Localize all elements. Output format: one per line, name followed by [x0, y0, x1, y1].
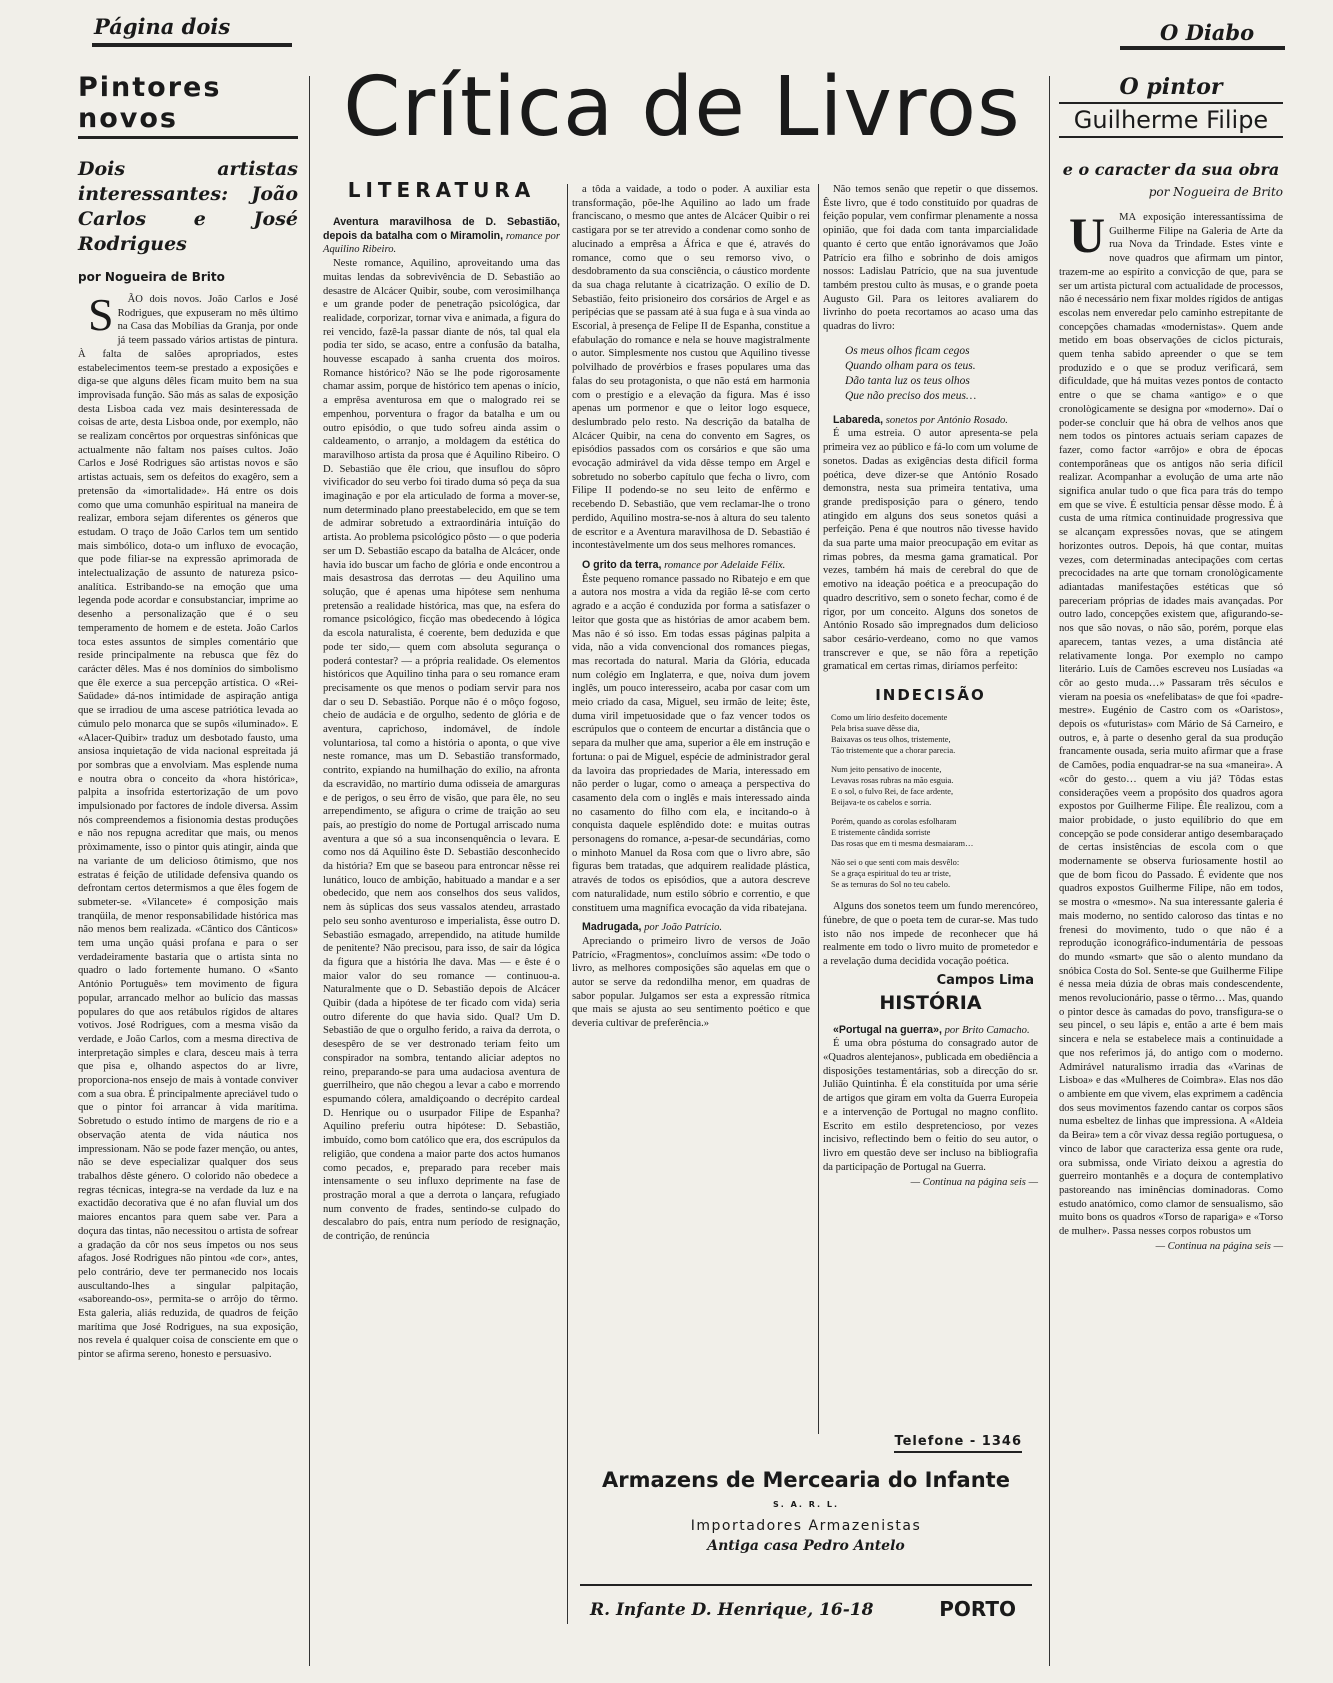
article-subtitle: Dois artistas interessantes: João Carlos e José Rodrigues — [78, 158, 298, 255]
ad-phone: Telefone - 1346 — [894, 1434, 1022, 1453]
review-text-labareda: É uma estreia. O autor apresenta-se pela primeira vez ao público e fá-lo com um volume de sonetos. Dadas as exigências desta difícil forma poética, deve dizer-se que António Rosado demonstra, nesta sua primeira tentativa, uma grande predisposição para o género, tendo atingido em alguns dos seus sonetos quási a perfeição. Pena é que noutros não tivesse havido da sua parte uma maior preocupação em evitar as rimas pobres, da mesma gama gramatical. Por vezes, também há mais de cerebral do que de emotivo na ideação poética e a preocupação do quadro descritivo, sem o soneto fechar, como é de rigor, por um conceito. Alguns dos sonetos de António Rosado são impregnados dum delicioso sabor cesário-verdeano, como no que vamos transcrever e que, se não fôra a repetição gramatical em certas rimas, diríamos perfeito: — [823, 428, 1038, 673]
review-column-3 — [823, 183, 1038, 1188]
quatrain: Os meus olhos ficam cegos Quando olham para os teus. Dão tanta luz os teus olhos Que não preciso dos meus… — [845, 344, 977, 402]
article-title: Pintores novos — [78, 72, 298, 139]
article-byline: por Nogueira de Brito — [78, 270, 225, 284]
ad-address: R. Infante D. Henrique, 16-18 — [590, 1600, 874, 1620]
book-heading-grito: O grito da terra, romance por Adelaide Félix. — [582, 558, 786, 571]
article-body: S ÃO dois novos. João Carlos e José Rodrigues, que expuseram no mês último na Casa das Mobílias da Granja, por onde já teem passado vários artistas de pintura. À falta de salões apropriados, estes estabelecimentos teem-se prestado a exposições e diga-se que alguns dêles ficam muito bem na sua improvisada função. São más as salas de exposição desta Lisboa cada vez mais desinteressada de coisas de arte, desta Lisboa onde, por exemplo, não se realizam concêrtos por orquestras sinfónicas que actualmente não faltam nos países cultos. João Carlos e José Rodrigues são artistas novos e são artistas actuais, sem os defeitos do exagêro, sem a pretensão da «imortalidade». Há entre os dois como que uma comunhão espiritual na maneira de realizar, embora sejam diferentes os géneros que estudam. O traço de João Carlos tem um sentido mais simbólico, dota-o um influxo de evocação, que pode filiar-se na expressão aprimorada de intelectualização de assunto de natureza psico-analítica. Estribando-se na emoção que uma legenda pode acordar e consubstanciar, imprime ao desenho a personalização que é o seu temperamento de homem e de esteta. João Carlos toca estes assuntos de simples comentário que reside principalmente na rebusca que fêz do carácter dêles. Mas é nos domínios do simbolismo que êle exerce a sua percepção artística. O «Rei-Saüdade» dá-nos intimidade de aspiração antiga que se irradiou de uma ascese patriótica levada ao cúmulo pelo monarca que se supôs «iluminado». E «Alacer-Quibir» traduz um desbotado fausto, uma ansiosa inquietação de vida nacional espreitada já por sombras que a envolviam. Mas esplende numa e noutra obra o conceito da «hora histórica», palpita a insofrida estertorização de um povo impulsionado por factores de índole diversa. Assim nós compreendemos a fisionomia destas produções e não nos repugna acreditar que mais, ou menos pròximamente, isso o pintor quis atingir, ainda que na variante de um delicioso ôtimismo, que nos estratas é feição de utilidade defensiva quando os defrontam certos determismos a que êles fogem de submeter-se. «Vilancete» é composição mais tranqüila, de menor responsabilidade histórica mas não menos bem realizada. «Cântico dos Cânticos» tem uma unção quási profana e para o ser verdadeiramente bastaria que o artista sinta no quadro o lado fortemente humano. O «Santo António Português» tem movimento de figura popular, arrancado melhor ao bulício das massas populares do que aos retábulos rígidos de altares votivos. José Rodrigues, com a mesma visão da verdade, e João Carlos, com a mesma directiva de interpretação simples e clara, desceu mais à terra que pisa e, olhando aspectos do ar livre, proporciona-nos ensejo de mais à vontade conviver com a sua obra. É principalmente apreciável tudo o que o pintor foi arrancar à vida marítima. Sobretudo o estudo íntimo de margens de rio e a observação atenta de vida náutica nos impressionam. Não se pode fazer menção, ou antes, não se deve especializar qualquer dos seus trabalhos dêste género. O colorido não obedece a regras técnicas, integra-se na verdade da luz e na exactidão decorativa que é no afan fluvial um dos maiores encantos para quem sabe ver. Para a doçura das tintas, não necessitou o artista de sofrear a gradação da côr nos seus ímpetos ou nos seus afagos. José Rodrigues não pintou «de cor», antes, pelo contrário, deve ter permanecido nos locais auscultando-lhes a singular palpitação, «saboreando-os», permita-se o arrôjo do têrmo. Esta galeria, aliás reduzida, de quadros de feição marítima que José Rodrigues, na sua exposição, nos revela é qualquer coisa de consciente em que o pintor se afirma sereno, honesto e persuasivo. — [78, 289, 298, 1361]
review-column-1 — [323, 178, 560, 1244]
poem-stanza: Porém, quando as corolas esfolharam E tristemente cândida sorriste Das rosas que em ti mesma desmaiaram… — [831, 817, 974, 849]
drop-cap: S — [88, 289, 114, 340]
page-number-header: Página dois — [94, 14, 231, 39]
section-historia: HISTÓRIA — [879, 991, 982, 1014]
review-text-madrugada: Apreciando o primeiro livro de versos de João Patrício, «Fragmentos», concluímos assim: «De todo o livro, as melhores composições são aquelas em que o autor se serve da redondilha menor, em quadras de sabor popular. Julgamos ser esta a expressão rítmica que mais se ajusta ao seu sentimento poético e que deveria cultivar de preferência.» — [572, 935, 810, 1030]
review-column-2 — [572, 183, 810, 1031]
article-byline: por Nogueira de Brito — [1148, 185, 1283, 199]
signature: Campos Lima — [936, 972, 1034, 988]
continua-note: — Continua na página seis — — [1155, 1240, 1283, 1252]
ad-city: PORTO — [939, 1597, 1016, 1621]
book-heading-aventura: Aventura maravilhosa de D. Sebastião, depois da batalha com o Miramolin, romance por Aquilino Ribeiro. — [323, 216, 560, 256]
ad-company-name: Armazens de Mercearia do Infante — [602, 1468, 1010, 1492]
header-rule-left — [92, 43, 292, 47]
review-text-madrugada-cont: Não temos senão que repetir o que dissemos. Êste livro, que é todo constituído por quadras de feição popular, vem confirmar plenamente a nossa opinião, que foi dada com tanta imparcialidade quanto é certo que então ignorávamos que João Patrício era filho e sobrinho de dois amigos nossos: Ladislau Patrício, que na sua juventude também prestou culto às musas, e o grande poeta Augusto Gil. Para os leitores avaliarem do livrinho do poeta recortamos ao acaso uma das quadras do livro: — [823, 184, 1038, 333]
column-divider — [309, 76, 310, 1666]
article-subtitle: e o caracter da sua obra — [1062, 160, 1280, 179]
column-divider — [818, 184, 819, 1434]
newspaper-name-header: O Diabo — [1160, 20, 1255, 45]
header-rule-right — [1120, 46, 1285, 50]
poem-stanza: Num jeito pensativo de inocente, Levavas rosas rubras na mão esguia. E o sol, o fulvo Rei, de face ardente, Beijava-te os cabelos e sorria. — [831, 765, 954, 808]
ad-sarl: S. A. R. L. — [772, 1500, 840, 1509]
drop-cap: U — [1069, 207, 1106, 263]
article-pintores-novos — [78, 72, 298, 1362]
book-heading-labareda: Labareda, sonetos por António Rosado. — [833, 413, 1008, 426]
column-divider — [1049, 76, 1050, 1666]
continua-note: — Continua na página seis — — [910, 1177, 1038, 1189]
article-title-top: O pintor — [1119, 74, 1223, 100]
review-text-grito: Êste pequeno romance passado no Ribatejo e em que a autora nos mostra a vida da região lê-se com certo agrado e a acção é conduzida por forma a satisfazer o leitor que gosta que as histórias de amor acabem bem. Mas não é só isso. Em todas essas páginas palpita a vida, não a vida convencional dos romances piegas, mas recortada do natural. Maria da Glória, educada num colégio em Inglaterra, e que, noiva dum jovem inglês, um pouco interesseiro, acaba por casar com um meio criado da casa, Miguel, seu irmão de leite; êste, duma viril impetuosidade que o faz vencer todos os escrúpulos que o conteem de encurtar a distância que o separa da mulher que ama, superior a êle em instrução e fortuna: o pai de Miguel, espécie de administrador geral da lavoira das propriedades de Maria, interessado em não perder o lugar, como o ameaça a perspectiva do casamento dela com o inglês e mais interessado ainda no casamento do filho com ela, e incitando-o à conquista daquele esplêndido dote: e muitas outras personagens do romance, a-pesar-de secundárias, como o minhoto Manuel da Rosa com que o livro abre, são figuras bem tratadas, que adquirem realidade plástica, através de todos os episódios, que a autora descreve com naturalidade, num estilo sóbrio e correntio, e que constituem uma magnífica evocação da vida ribatejana. — [572, 573, 810, 914]
review-text-labareda-end: Alguns dos sonetos teem um fundo merencóreo, fúnebre, de que o poeta tem de curar-se. Mas tudo isto não nos impede de reconhecer que há realmente em todo o livro muito de prometedor e a revelação duma decidida vocação poética. — [823, 901, 1038, 967]
poem-stanza: Como um lírio desfeito docemente Pela brisa suave dêsse dia, Baixavas os teus olhos, tristemente, Tão tristemente que a chorar parecia. — [831, 713, 956, 756]
ad-importers: Importadores Armazenistas — [690, 1518, 922, 1534]
article-body: U MA exposição interessantíssima de Guilherme Filipe na Galeria de Arte da rua Nova da Trindade. Estes vinte e nove quadros que afirmam um pintor, trazem-me ao espírito a convicção de que, para se ser um artista pictural com actualidade de processos, não é necessário nem fixar moldes rígidos de antigas escolas nem enveredar pelo caminho estrepitante de concepções chamadas «modernistas». Quem ande metido em boas observações de ciclos picturais, quem tenha sabido apreender o que se tem produzido e o que se produz verificará, sem dificuldade, que há muitas vezes pontos de contacto entre o que se chama «antigo» e o que cronològicamente se designa por «moderno». Daí o poder-se concluir que há obra de velhos anos que nem todos os pintores actuais seriam capazes de fazer, como factor «arrôjo» e obra de épocas contemporâneas que os antigos não seria difícil realizar. Acompanhar a evolução de uma arte não significa anular tudo o que fica para trás do tempo em que se vive. É estultícia pensar dêsse modo. É à custa de uma rítmica continuidade progressiva que se alcançam expressões novas, que se atingem horizontes outros. Depois, há que contar, muitas vezes, com determinadas antecipações com certas precocidades na arte que tornam cronològicamente adiantadas manifestações estéticas que só pareceriam próprias de idades mais avançadas. Por outro lado, concepções existem que, afigurando-se-nos que são novas, o não são, porém, porque elas aparecem, tantas vezes, a uma distância até relativamente longa. Por exemplo no campo literário. Luís de Camões escreveu nos Lusíadas «a côr ao gesto muda…» Passaram três séculos e vieram na poesia os «nefelibatas» de que foi «padre-mestre». Eugénio de Castro com os «Oaristos», depois os «futuristas» com Mário de Sá Carneiro, e outros, e, à parte o desenho geral da sua produção francamente ousada, seria muito afirmar que a frase de Camões, podia enquadrar-se na sua «maneira». A «côr do gesto… quem a viu já? Tôdas estas considerações veem a propósito dos quadros agora expostos por Guilherme Filipe. Êle realizou, com a maior probidade, o justo equilíbrio do que em concepção se pode considerar antigo desembaraçado de certas insistências de escola com o que modernamente se observa furiosamente hostil ao que de bom ficou do Passado. É evidente que nos quadros expostos Guilherme Filipe, não em todos, se mostra o «mesmo». Na sua interessante galeria é mais moderno, no sentido caloroso das tintas e no frenesi do movimento, tudo o que não é a reprodução iconográfico-indumentária de pessoas do mundo «smart» que são o alento mundano da snóbica Costa do Sol. Sente-se que Guilherme Filipe é nessa meia dúzia de obras mais condescendente, menos revolucionário, passe o têrmo… Mas, quando o pintor desce às camadas do povo, transfigura-se o seu pincel, o seu lápis e, então a arte é bem mais sincera e nela se estabelece mais a continuidade a que nos referimos já, do antigo com o moderno. Admirável naturalismo irradia das «Varinas de Lisboa» e das «Mulheres de Coimbra». Elas nos dão o ambiente em que vivem, elas exprimem a cadência dos seus movimentos fazendo cantar os corpos sãos numa esbeltez de linhas que impressiona. A «Aldeia da Beira» tem a côr vivaz dessa região portuguesa, o vinco de labor que caracteriza essa gente ora rude, ora submissa, onde Viriato deixou a agrestia do guerreiro montanhês e a doçura de contemplativo pastoreando nas iminências dominadoras. Como estudo anatómico, como clamor de sensualismo, são muito bons os quadros «Torso de rapariga» e «Torso de mulher». Passa nesses corpos robustos um — [1059, 207, 1283, 1238]
review-text-portugal: É uma obra póstuma do consagrado autor de «Quadros alentejanos», publicada em obediência a disposições testamentárias, sob a direcção do sr. Julião Quintinha. É ela constituída por uma série de artigos que giram em volta da Guerra Europeia e a intervenção de Portugal no magno conflito. Escrito em estilo despretencioso, por vezes incisivo, reflectindo bem o feitio do seu autor, o livro em questão deve ser incluso na bibliografia da participação de Portugal na Guerra. — [823, 1038, 1038, 1173]
article-title-main: Guilherme Filipe — [1059, 102, 1283, 138]
column-divider — [567, 184, 568, 1624]
poem-indecisao — [831, 712, 1038, 890]
review-text-aventura-cont: a tôda a vaidade, a todo o poder. A auxiliar esta transformação, põe-lhe Aquilino ao lado um frade franciscano, o mesmo que antes de Alcácer Quibir o rei castigara por se ter atrevido a condenar como sonho de alucinado a emprêsa a África e que é, através do romance, como que o seu remorso vivo, o desdobramento da sua consciência, o cáustico mordente da sua chaga relutante à cicatrização. O exílio de D. Sebastião, feito prisioneiro dos corsários de Argel e as peripécias que se passam até à sua fuga e à sua vinda ao Escorial, à presença de Felipe II de Espanha, constitue a efabulação do romance e nela se houve magistralmente o autor. Simplesmente nos custou que Aquilino tivesse polvilhado de provérbios e frases populares uma das falas do seu protagonista, o que não está em harmonia com o prestígio e a elevação da figura. Mas é isso apenas um pormenor e que o leitor logo esquece, deslumbrado pelo resto. Na descrição da batalha de Alcácer Quibir, na cena do convento em Sagres, os episódios passados com os corsários e que são uma evocação admirável da vida dêsse tempo em Argel e sobretudo no soberbo capítulo que fecha o livro, com Filipe II podendo-se no seu leito de enfêrmo e recebendo D. Sebastião, que vem reclamar-lhe o trono perdido, Aquilino mostra-se-nos à altura do seu talento de escritor e a Aventura maravilhosa de D. Sebastião é incontestàvelmente um dos seus melhores romances. — [572, 184, 810, 552]
poem-title: INDECISÃO — [875, 686, 986, 705]
book-heading-portugal: «Portugal na guerra», por Brito Camacho. — [833, 1023, 1030, 1036]
ad-rule — [580, 1584, 1032, 1586]
section-literatura: LITERATURA — [347, 178, 536, 202]
ad-former-house: Antiga casa Pedro Antelo — [707, 1538, 905, 1554]
book-heading-madrugada: Madrugada, por João Patrício. — [582, 921, 723, 934]
main-title: Crítica de Livros — [343, 60, 1021, 155]
review-text-aventura: Neste romance, Aquilino, aproveitando uma das muitas lendas da sobrevivência de D. Sebastião ao desastre de Alcácer Quibir, soube, com verosimilhança e um grande poder de penetração psicológica, dar realidade, corporizar, tornar viva e animada, a figura do rei vencido, fazê-la passar diante de nós, tal qual ela podia ter sido, se acaso, entre a confusão da batalha, houvesse escapado à sanha cruenta dos moiros. Romance histórico? Não se lhe pode rigorosamente chamar assim, porque de histórico tem apenas o início, a emprêsa aventurosa em que o malogrado rei se empenhou, porventura o fragor da batalha e um ou outro episódio, o que tudo sofreu ainda assim o caldeamento, o arranjo, a moldagem da estética do maravilhoso artista da prosa que é Aquilino Ribeiro. O D. Sebastião que êle criou, que insuflou do sôpro vivificador do seu verbo foi tirado duma só peça da sua imaginação e por ela articulado de forma a mover-se, num determinado plano preestabelecido, em que se tem de admirar sobretudo a extraordinária intuïção do artista. Ao problema psicológico pôsto — o que poderia ser um D. Sebastião escapo da batalha de Alcácer, onde havia ido buscar um facho de glória e onde encontrou a mais desastrosa das derrotas — deu Aquilino uma solução, que é apenas uma hipótese sem nenhuma pretensão a realidade histórica, mas que, na esfera do romance psicológico, ficção mas obedecendo à lógica da escola naturalista, é coerente, bem deduzida e que pode ter sido,— quem com absoluta segurança o poderá contestar? — a própria realidade. Os elementos históricos que Aquilino tinha para o seu romance eram precisamente os que menos o podiam servir para nos dar o seu D. Sebastião. Porque não é o môço fogoso, cheio de audácia e de orgulho, sedento de glória e de aventura, caprichoso, indomável, de índole voluntariosa, tal como a história o aponta, o que vive neste romance, mas um D. Sebastião transformado, contrito, expiando na humilhação do exílio, na afronta da escravidão, no martírio duma odisseia de amarguras e de perigos, o seu êrro de visão, que para êle, no seu arrependimento, se afigura o crime de traição ao seu país, ao prestígio do nome de Portugal arriscado numa aventura a que só a sua inconsenquência o levara. E como nos dá Aquilino êste D. Sebastião desconhecido da história? Em que se baseou para entroncar nêsse rei lunático, louco de ambição, habituado a mandar e a ser obedecido, que nem aos conselhos dos seus validos, nem às súplicas dos seus vassalos atendeu, arrastado pelo seu sonho aventuroso e imperialista, êsse outro D. Sebastião esmagado, arrependido, na atitude humilde de penitente? Não precisou, para isso, de sair da lógica da figura que a história lhe dava. Mas — e êste é o maior valor do seu romance — continuou-a. Naturalmente que o D. Sebastião depois de Alcácer Quibir (dada a hipótese de ter ficado com vida) seria outro diferente do que havia sido. Qual? Um D. Sebastião de que o orgulho ferido, a raiva da derrota, o desespêro de se ver destronado teriam feito um conspirador na sombra, tentando aliciar adeptos no reino, preparando-se para uma audaciosa aventura de guerrilheiro, que não chegou a levar a cabo e morrendo espumando cólera, amaldiçoando o decrépito cardeal D. Henrique ou o usurpador Filipe de Espanha? Aquilino preferiu outra hipótese: D. Sebastião, imbuído, como bom católico que era, dos escrúpulos da religião, que condena a maior parte dos actos humanos como pecados, e, preparado para receber mais intensamente o seu influxo deprimente na fase de prostração moral a que a derrota o lançara, refugiado num convento de frades, sentindo-se culpado do descalabro do país, entra num período de resignação, de contrição, de renúncia — [323, 258, 560, 1243]
article-guilherme-filipe — [1059, 74, 1283, 1252]
advertisement — [580, 1434, 1032, 1664]
poem-stanza: Não sei o que senti com mais desvêlo: Se a graça espiritual do teu ar triste, Se as ternuras do Sol no teu cabelo. — [831, 858, 960, 890]
